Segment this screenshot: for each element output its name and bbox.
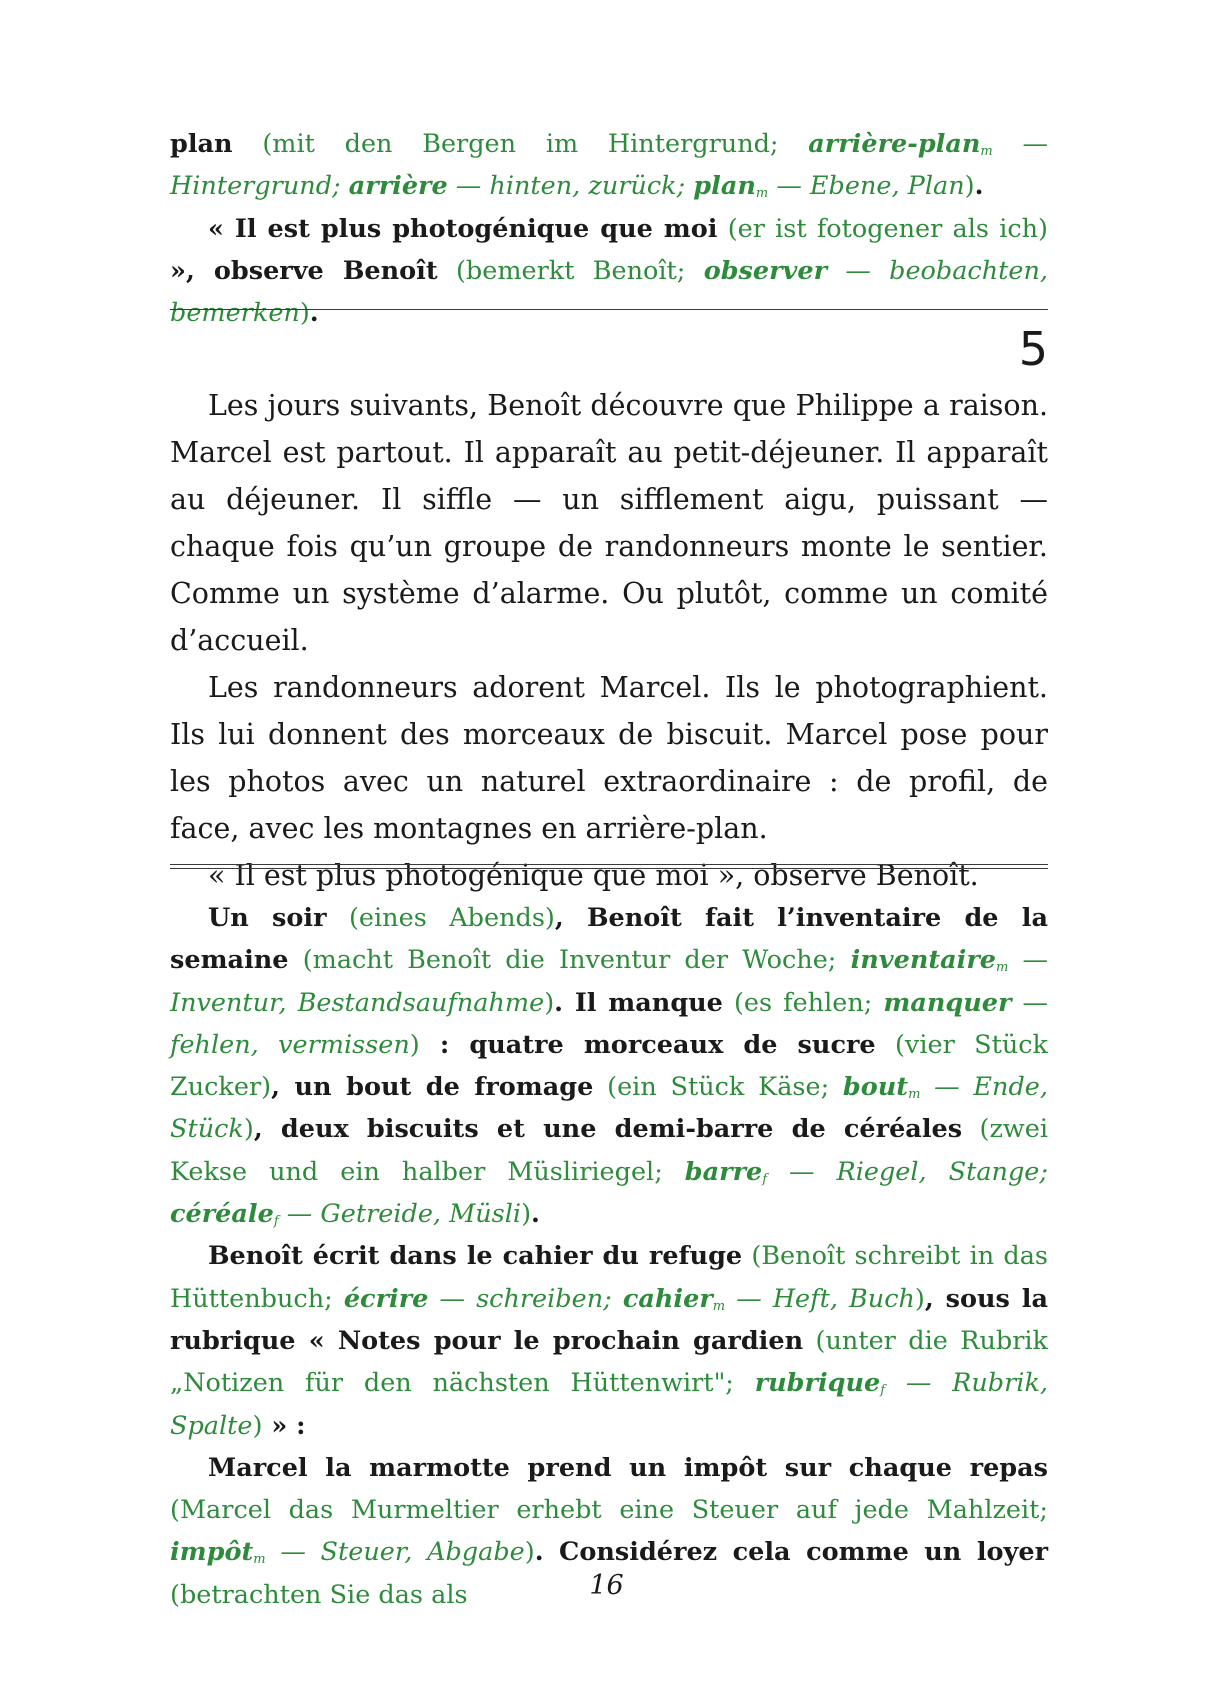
- gloss-text: — Inventur, Bestandsaufnahme: [170, 945, 1049, 1018]
- gloss-text: (eines Abends): [326, 903, 555, 933]
- gender-marker: m: [980, 144, 993, 159]
- gloss-text: bout: [842, 1072, 909, 1103]
- gloss-text: — Heft, Buch: [725, 1283, 915, 1314]
- source-text: : quatre morceaux de sucre: [419, 1029, 876, 1060]
- gloss-text: ): [299, 298, 310, 329]
- gloss-text: — Ebene, Plan: [768, 171, 965, 202]
- gloss-text: (Marcel das Murmeltier erhebt eine Steuer auf jede Mahlzeit;: [170, 1495, 1048, 1526]
- gloss-text: ): [914, 1283, 925, 1314]
- gloss-text: — Rubrik, Spalte: [170, 1368, 1048, 1441]
- gloss-text: — schreiben;: [428, 1283, 623, 1314]
- source-text: Benoît écrit dans le cahier du refuge: [208, 1241, 743, 1272]
- source-text: . Il manque: [554, 987, 723, 1018]
- gloss-text: — hinten, zurück;: [447, 171, 694, 202]
- gloss-text: — Riegel, Stange;: [767, 1156, 1048, 1187]
- gloss-text: impôt: [170, 1537, 254, 1568]
- gloss-text: ): [524, 1537, 535, 1568]
- source-text: , un bout de fromage: [271, 1072, 594, 1103]
- gloss-text: (bemerkt Benoît;: [437, 255, 704, 286]
- plain-paragraph: « Il est plus photogénique que moi », observe Benoît.: [208, 859, 979, 892]
- gloss-text: ): [964, 171, 975, 202]
- gender-marker: m: [755, 186, 769, 202]
- gloss-text: cahier: [622, 1283, 713, 1314]
- gloss-text: (zwei Kekse und ein halber Müsliriegel;: [170, 1114, 1048, 1187]
- source-text: Un soir: [208, 903, 327, 933]
- gloss-text: ): [544, 987, 555, 1018]
- section-divider: [170, 309, 1048, 310]
- gloss-text: — Hintergrund;: [170, 129, 1048, 202]
- gloss-text: écrire: [343, 1283, 429, 1314]
- gloss-text: (ein Stück Käse;: [593, 1072, 843, 1103]
- gloss-text: (macht Benoît die Inventur der Woche;: [288, 945, 851, 976]
- gloss-text: (vier Stück Zucker): [170, 1029, 1048, 1103]
- gloss-text: — Steuer, Abgabe: [265, 1537, 525, 1568]
- gloss-text: arrière-plan: [808, 129, 981, 159]
- gender-marker: m: [908, 1087, 921, 1103]
- source-text: » :: [262, 1410, 306, 1441]
- gloss-paragraph: [170, 1235, 1048, 1446]
- gloss-text: (es fehlen;: [722, 987, 884, 1018]
- gloss-text: barre: [684, 1156, 763, 1187]
- source-text: .: [974, 171, 984, 202]
- gloss-text: ): [409, 1029, 420, 1060]
- gender-marker: m: [712, 1298, 726, 1314]
- gender-marker: f: [880, 1383, 886, 1399]
- double-divider: [170, 864, 1048, 869]
- gloss-text: ): [521, 1199, 532, 1230]
- gloss-text: (unter die Rubrik „Notizen für den nächsten Hüttenwirt";: [170, 1325, 1048, 1399]
- top-gloss-section: [170, 123, 1048, 334]
- gender-marker: m: [253, 1552, 266, 1568]
- source-text: .: [531, 1199, 540, 1230]
- gloss-text: (betrachten Sie das als: [170, 1579, 468, 1610]
- gloss-text: céréale: [170, 1199, 274, 1230]
- gloss-paragraph: [170, 897, 1048, 1235]
- source-text: Marcel la marmotte prend un impôt sur chaque repas: [208, 1452, 1048, 1483]
- gloss-text: — Getreide, Müsli: [278, 1199, 522, 1230]
- gender-marker: f: [273, 1214, 279, 1230]
- source-text: . Considérez cela comme un loyer: [534, 1537, 1048, 1568]
- plain-text-section: [170, 382, 1048, 899]
- gloss-text: observer: [703, 255, 828, 286]
- gender-marker: m: [996, 960, 1009, 976]
- gloss-text: — Ende, Stück: [170, 1072, 1048, 1145]
- plain-paragraph: Les randonneurs adorent Marcel. Ils le photographient. Ils lui donnent des morceaux de biscuit. Marcel pose pour les photos avec un naturel extraordinaire : de profil, de face, avec les montagnes en arrière-plan.: [170, 671, 1048, 845]
- source-text: plan: [170, 129, 233, 159]
- gloss-text: — beobachten, bemerken: [170, 255, 1048, 329]
- source-text: « Il est plus photogénique que moi: [208, 213, 718, 244]
- gloss-text: (mit den Bergen im Hintergrund;: [232, 129, 809, 159]
- gloss-text: ): [243, 1114, 254, 1145]
- page-number: 16: [589, 1570, 624, 1601]
- gender-marker: f: [762, 1171, 768, 1187]
- gloss-text: manquer: [883, 987, 1012, 1018]
- gloss-text: ): [252, 1410, 263, 1441]
- bottom-gloss-section: [170, 897, 1048, 1616]
- gloss-text: — fehlen, vermissen: [170, 987, 1049, 1060]
- gloss-paragraph: [170, 208, 1048, 335]
- gloss-text: plan: [693, 171, 756, 202]
- source-text: , sous la rubrique « Notes pour le prochain gardien: [170, 1283, 1048, 1356]
- source-text: .: [309, 298, 319, 329]
- gloss-paragraph: [170, 123, 1048, 208]
- source-text: , Benoît fait l’inventaire de la semaine: [170, 903, 1048, 976]
- gloss-text: (er ist fotogener als ich): [717, 213, 1048, 244]
- plain-paragraph: Les jours suivants, Benoît découvre que Philippe a raison. Marcel est partout. Il apparaît au petit-déjeuner. Il apparaît au déjeuner. Il siffle — un sifflement aigu, puissant — chaque fois qu’un groupe de randonneurs monte le sentier. Comme un système d’alarme. Ou plutôt, comme un comité d’accueil.: [170, 389, 1048, 657]
- source-text: », observe Benoît: [170, 255, 438, 286]
- gloss-text: inventaire: [850, 945, 997, 976]
- gloss-text: (Benoît schreibt in das Hüttenbuch;: [170, 1241, 1048, 1314]
- source-text: , deux biscuits et une demi-barre de céréales: [253, 1114, 963, 1145]
- gloss-text: arrière: [348, 171, 448, 202]
- gloss-text: rubrique: [754, 1368, 881, 1399]
- chapter-number: 5: [1018, 322, 1048, 376]
